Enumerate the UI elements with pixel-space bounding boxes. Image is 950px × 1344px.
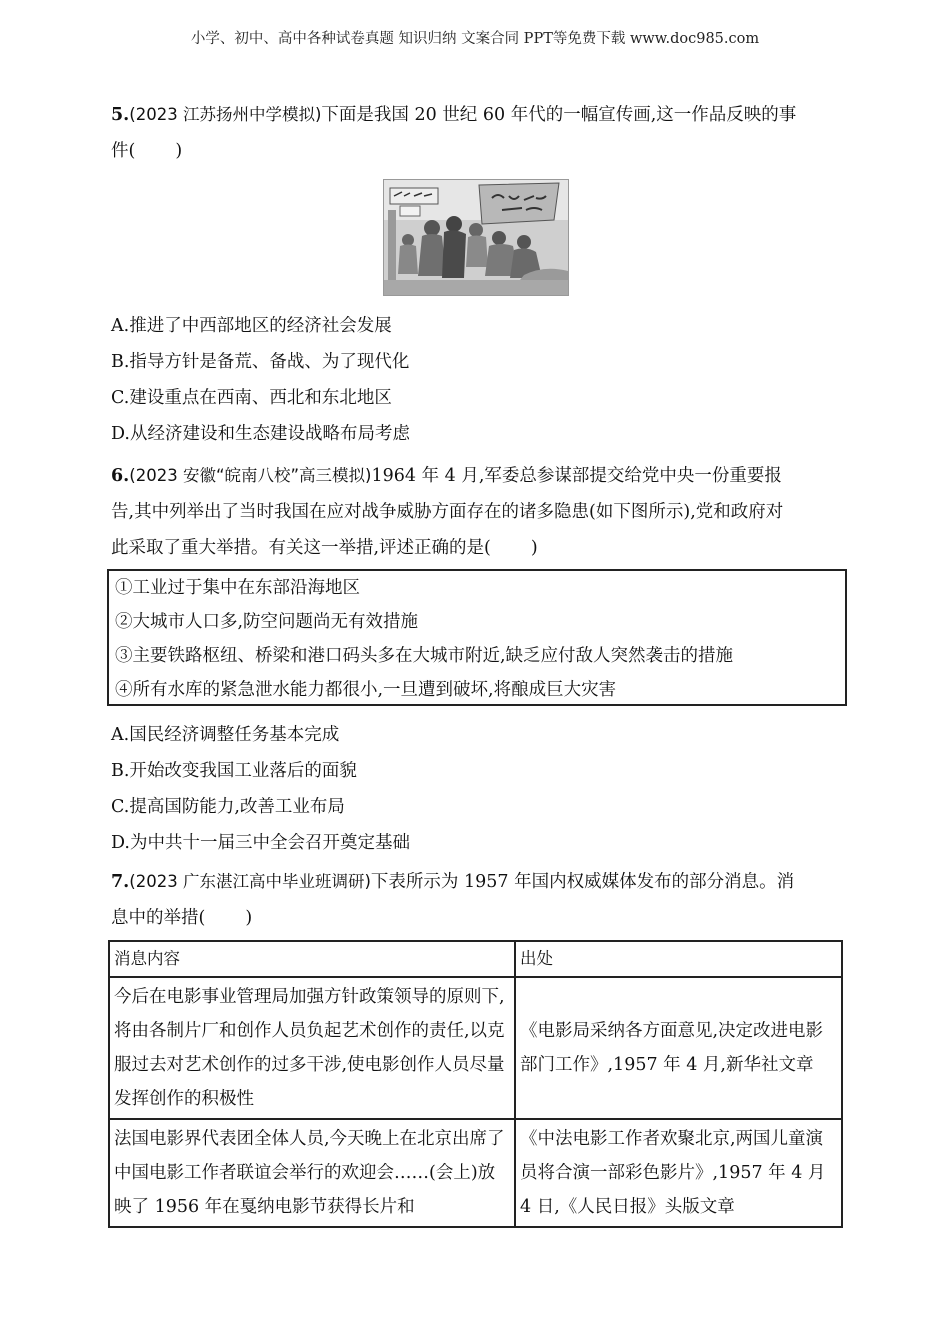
q6-option-a: A.国民经济调整任务基本完成 [111, 725, 340, 745]
table-row [109, 977, 842, 1119]
question-5-close-paren: ) [175, 141, 183, 161]
q7-news-table [108, 940, 843, 1228]
table-cell-content: 今后在电影事业管理局加强方针政策领导的原则下,将由各制片厂和创作人员负起艺术创作的责任,以克服过去对艺术创作的过多干涉,使电影创作人员尽量发挥创作的积极性 [109, 977, 515, 1119]
question-5-stem [111, 97, 846, 169]
question-5-text-line2: 件( [111, 141, 136, 161]
table-cell-source: 《电影局采纳各方面意见,决定改进电影部门工作》,1957 年 4 月,新华社文章 [515, 977, 842, 1119]
hazard-item-4: ④所有水库的紧急泄水能力都很小,一旦遭到破坏,将酿成巨大灾害 [115, 680, 617, 700]
q6-hazard-box [107, 569, 847, 706]
question-7-number: 7. [111, 872, 130, 892]
q6-option-c: C.提高国防能力,改善工业布局 [111, 797, 345, 817]
question-6-text-line2: 告,其中列举出了当时我国在应对战争威胁方面存在的诸多隐患(如下图所示),党和政府对 [111, 502, 784, 522]
page-header: 小学、初中、高中各种试卷真题 知识归纳 文案合同 PPT等免费下载 www.doc985.com [190, 31, 760, 47]
hazard-item-1: ①工业过于集中在东部沿海地区 [115, 578, 360, 598]
table-cell-source: 《中法电影工作者欢聚北京,两国儿童演员将合演一部彩色影片》,1957 年 4 月 4 日,《人民日报》头版文章 [515, 1119, 842, 1227]
question-7-text-line2: 息中的举措( [111, 908, 206, 928]
q6-option-d: D.为中共十一届三中全会召开奠定基础 [111, 833, 410, 853]
poster-illustration [384, 180, 568, 295]
table-cell-content: 法国电影界代表团全体人员,今天晚上在北京出席了中国电影工作者联谊会举行的欢迎会……(会上)放映了 1956 年在戛纳电影节获得长片和 [109, 1119, 515, 1227]
table-header-content: 消息内容 [109, 941, 515, 977]
table-header-source: 出处 [515, 941, 842, 977]
question-6-text-line1: 1964 年 4 月,军委总参谋部提交给党中央一份重要报 [371, 466, 782, 486]
table-row [109, 1119, 842, 1227]
question-6-source: (2023 安徽“皖南八校”高三模拟) [129, 466, 372, 485]
q5-option-d: D.从经济建设和生态建设战略布局考虑 [111, 424, 410, 444]
q5-option-c: C.建设重点在西南、西北和东北地区 [111, 388, 392, 408]
question-5-text-line1: 下面是我国 20 世纪 60 年代的一幅宣传画,这一作品反映的事 [321, 105, 797, 125]
question-7-stem [111, 864, 851, 936]
question-6-text-line3: 此采取了重大举措。有关这一举措,评述正确的是( [111, 538, 491, 558]
propaganda-poster-image [383, 179, 569, 296]
question-7-source: (2023 广东湛江高中毕业班调研) [129, 872, 371, 891]
q5-option-a: A.推进了中西部地区的经济社会发展 [111, 316, 392, 336]
question-5-number: 5. [111, 105, 130, 125]
table-header-row [109, 941, 842, 977]
question-6-stem [111, 458, 851, 566]
q6-option-b: B.开始改变我国工业落后的面貌 [111, 761, 357, 781]
question-5-source: (2023 江苏扬州中学模拟) [129, 105, 322, 124]
q5-option-b: B.指导方针是备荒、备战、为了现代化 [111, 352, 410, 372]
question-7-close-paren: ) [245, 908, 253, 928]
hazard-item-2: ②大城市人口多,防空问题尚无有效措施 [115, 612, 419, 632]
question-6-number: 6. [111, 466, 130, 486]
question-6-close-paren: ) [530, 538, 538, 558]
hazard-item-3: ③主要铁路枢纽、桥梁和港口码头多在大城市附近,缺乏应付敌人突然袭击的措施 [115, 646, 734, 666]
question-7-text-line1: 下表所示为 1957 年国内权威媒体发布的部分消息。消 [370, 872, 795, 892]
